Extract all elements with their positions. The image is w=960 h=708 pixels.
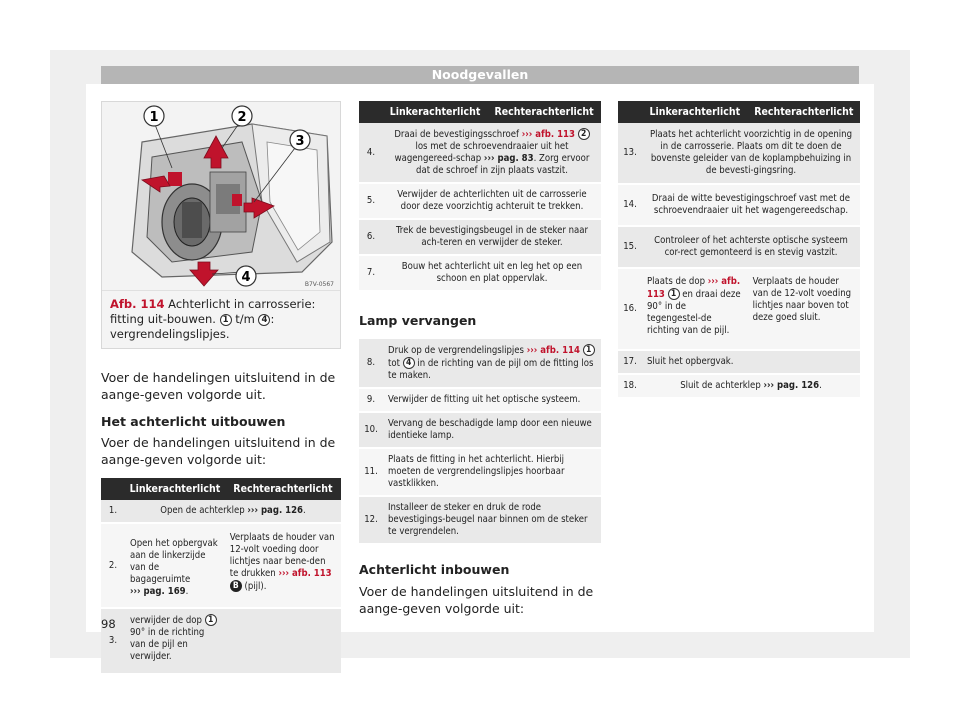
th-right: Rechterachterlicht (487, 101, 601, 123)
table-row: 6. Trek de bevestigingsbeugel in de steker naar ach-teren en verwijder de steker. (359, 219, 601, 255)
tail-light-drawing (102, 102, 340, 290)
callout-4-label: 4 (241, 270, 251, 285)
th-left: Linkerachterlicht (642, 101, 748, 123)
figure-ref-link[interactable]: ››› afb. 114 (526, 345, 580, 356)
table-row: 13. Plaats het achterlicht voorzichtig in de opening in de carrosserie. Plaats om dit te doen de bovenste geleider van de koplampbehuizing in de bevesti-gingsring. (618, 123, 860, 184)
table-row: 10. Vervang de beschadigde lamp door een nieuwe identieke lamp. (359, 412, 601, 448)
page-ref-link[interactable]: ››› pag. 126 (763, 380, 820, 391)
page-ref-link[interactable]: ››› pag. 126 (247, 505, 304, 516)
callout-3-label: 3 (295, 134, 305, 149)
intro-paragraph: Voer de handelingen uitsluitend in de aange-geven volgorde uit. (101, 370, 336, 402)
badge-2: 2 (578, 128, 590, 140)
column-1 (101, 101, 341, 675)
section-heading-install: Achterlicht inbouwen (359, 562, 510, 577)
page-ref-link[interactable]: ››› pag. 169 (130, 586, 186, 597)
chapter-header: Noodgevallen (101, 66, 859, 84)
callout-1-label: 1 (149, 110, 159, 125)
table-row: 2. Open het opbergvak aan de linkerzijde van de bagageruimte ››› pag. 169. Verplaats de houder van 12-volt voeding door lichtjes naar bene-den te drukken ››› afb. 113 B (pijl). (101, 523, 341, 608)
th-left: Linkerachterlicht (383, 101, 487, 123)
tail-light-illustration (102, 102, 340, 290)
install-paragraph: Voer de handelingen uitsluitend in de aange-geven volgorde uit: (359, 584, 594, 616)
badge-1: 1 (583, 344, 595, 356)
table-remove-1 (101, 478, 341, 675)
table-row: 4. Draai de bevestigingsschroef ››› afb. 113 2 los met de schroevendraaier uit het wagengereed-schap ››› pag. 83. Zorg ervoor dat de schroef in zijn plaats vastzit. (359, 123, 601, 183)
table-row: 18. Sluit de achterklep ››› pag. 126. (618, 374, 860, 398)
figure-ref-link[interactable]: ››› afb. 113 (647, 276, 741, 300)
table-row: 8. Druk op de vergrendelingslipjes ››› afb. 114 1 tot 4 in de richting van de pijl om de fitting los te maken. (359, 339, 601, 388)
callout-2-label: 2 (237, 110, 247, 125)
intro-paragraph-2: Voer de handelingen uitsluitend in de aange-geven volgorde uit: (101, 435, 336, 467)
badge-1: 1 (205, 614, 217, 626)
table-row: 15. Controleer of het achterste optische systeem cor-rect gemonteerd is en stevig vastzit. (618, 226, 860, 268)
table-remove-2 (359, 101, 601, 292)
th-right: Rechterachterlicht (225, 478, 341, 500)
badge-1: 1 (668, 288, 680, 300)
page-number: 98 (101, 617, 116, 631)
figure-ref-link[interactable]: ››› afb. 113 (521, 129, 575, 140)
badge-b: B (230, 580, 242, 592)
table-row: 17. Sluit het opbergvak. (618, 350, 860, 374)
section-heading-lamp: Lamp vervangen (359, 313, 477, 328)
column-2 (359, 101, 601, 617)
table-row: 12. Installeer de steker en druk de rode bevestigings-beugel naar binnen om de steker te vergrendelen. (359, 496, 601, 544)
figure-caption (102, 290, 340, 348)
table-row: 1. Open de achterklep ››› pag. 126. (101, 500, 341, 523)
figure-code: B7V-0567 (304, 281, 334, 288)
figure-ref-link[interactable]: ››› afb. 113 (278, 568, 332, 579)
page-ref-link[interactable]: ››› pag. 83 (483, 153, 534, 164)
table-row: 9. Verwijder de fitting uit het optische systeem. (359, 388, 601, 412)
table-row: 3. verwijder de dop 1 90° in de richting van de pijl en verwijder. (101, 608, 341, 674)
badge-4: 4 (258, 314, 270, 326)
badge-1: 1 (220, 314, 232, 326)
table-install (618, 101, 860, 399)
figure-114 (101, 101, 341, 349)
table-lamp (359, 339, 601, 545)
table-row: 5. Verwijder de achterlichten uit de carrosserie door deze voorzichtig achteruit te trekken. (359, 183, 601, 219)
column-3 (618, 101, 860, 399)
figure-caption-mid: t/m (235, 312, 255, 326)
figure-caption-end: : vergrendelingslipjes. (110, 312, 275, 341)
table-row: 7. Bouw het achterlicht uit en leg het op een schoon en plat oppervlak. (359, 255, 601, 291)
figure-caption-label: Afb. 114 (110, 297, 165, 311)
th-left: Linkerachterlicht (125, 478, 225, 500)
table-row: 16. Plaats de dop ››› afb. 113 1 en draai deze 90° in de tegengestel-de richting van de pijl. Verplaats de houder van de 12-volt voeding lichtjes naar boven tot deze goed sluit. (618, 268, 860, 350)
section-heading-remove: Het achterlicht uitbouwen (101, 414, 286, 429)
table-row: 14. Draai de witte bevestigingschroef vast met de schroevendraaier uit het wagengereedschap. (618, 184, 860, 226)
table-row: 11. Plaats de fitting in het achterlicht. Hierbij moeten de vergrendelingslipjes hoorbaar vastklikken. (359, 448, 601, 496)
th-right: Rechterachterlicht (748, 101, 860, 123)
badge-4: 4 (403, 357, 415, 369)
figure-caption-text: Achterlicht in carrosserie: fitting uit-bouwen. (110, 297, 316, 326)
